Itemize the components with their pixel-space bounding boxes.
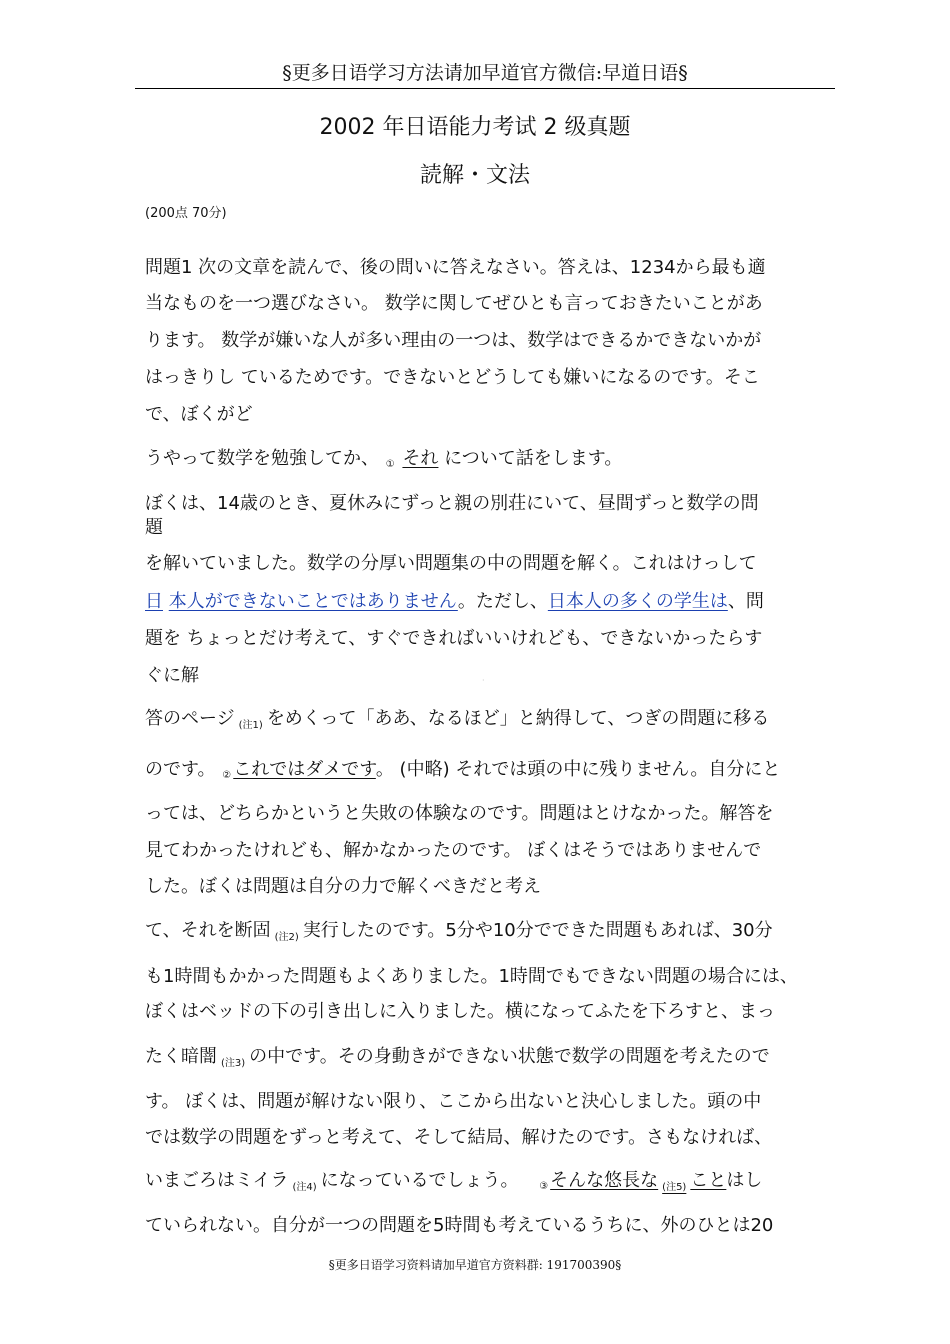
text-segment: たく暗闇 xyxy=(145,1046,217,1067)
text-line: ぼくは、14歳のとき、夏休みにずっと親の別荘にいて、昼間ずっと数学の問 xyxy=(145,493,759,514)
circled-marker: ③ xyxy=(539,1181,549,1192)
text-line: っては、どちらかというと失敗の体験なのです。問題はとけなかった。解答を xyxy=(145,803,774,824)
text-segment: 。ただし、 xyxy=(457,591,548,612)
text-line: はっきりし ているためです。できないとどうしても嫌いになるのです。そこ xyxy=(145,367,760,388)
text-line: ぼくはベッドの下の引き出しに入りました。横になってふたを下ろすと、まっ xyxy=(145,1001,775,1022)
text-segment: うやって数学を勉強してか、 xyxy=(145,448,379,469)
underlined-phrase: これではダメです xyxy=(233,759,376,780)
note-marker: (注2) xyxy=(274,932,299,943)
text-line: も1時間もかかった問題もよくありました。1時間でもできない問題の場合には、 xyxy=(145,966,798,987)
underlined-phrase: 本人ができないことではありません xyxy=(168,591,458,612)
text-line: を解いていました。数学の分厚い問題集の中の問題を解く。これはけっして xyxy=(145,553,757,574)
underlined-phrase: そんな悠長な xyxy=(550,1170,659,1191)
text-segment: はし xyxy=(726,1170,763,1191)
text-line: ります。 数学が嫌いな人が多い理由の一つは、数学はできるかできないかが xyxy=(145,330,762,351)
text-line xyxy=(145,590,764,614)
note-marker: (注5) xyxy=(662,1182,687,1193)
text-line xyxy=(145,447,622,477)
text-line xyxy=(145,758,780,788)
underlined-phrase: こと xyxy=(690,1170,727,1191)
text-line: 見てわかったけれども、解かなかったのです。 ぼくはそうではありませんで xyxy=(145,840,762,861)
score-time: (200点 70分) xyxy=(145,206,227,221)
text-segment: いまごろはミイラ xyxy=(145,1170,289,1191)
text-line: 題を ちょっとだけ考えて、すぐできればいいけれども、できないかったらす xyxy=(145,628,763,649)
underlined-phrase: 日 xyxy=(145,591,163,612)
page-footer: §更多日语学习资料请加早道官方资料群: 191700390§ xyxy=(328,1258,622,1272)
text-line: 当なものを一つ選びなさい。 数学に関してぜひとも言っておきたいことがあ xyxy=(145,293,763,314)
text-segment: のです。 xyxy=(145,759,216,780)
text-line: では数学の問題をずっと考えて、そして結局、解けたのです。さもなければ、 xyxy=(145,1127,773,1148)
stray-dot: · xyxy=(482,676,485,685)
text-segment: をめくって「ああ、なるほど」と納得して、つぎの問題に移る xyxy=(266,708,770,729)
text-line: した。ぼくは問題は自分の力で解くべきだと考え xyxy=(145,876,541,897)
exam-title: 2002 年日语能力考试 2 级真题 xyxy=(319,115,631,140)
text-segment: 実行したのです。5分や10分でできた問題もあれば、30分 xyxy=(302,920,773,941)
text-segment: について話をします。 xyxy=(444,448,623,469)
note-marker: (注4) xyxy=(292,1182,317,1193)
text-line: で、ぼくがど xyxy=(145,404,253,425)
text-line: 題 xyxy=(145,517,163,538)
note-marker: (注1) xyxy=(238,720,263,731)
text-segment: 。 (中略) それでは頭の中に残りません。自分にと xyxy=(375,759,781,780)
text-line: す。 ぼくは、問題が解けない限り、ここから出ないと決心しました。頭の中 xyxy=(145,1091,762,1112)
section-title: 読解・文法 xyxy=(419,163,530,188)
note-marker: (注3) xyxy=(221,1058,246,1069)
text-segment: 答のページ xyxy=(145,708,235,729)
text-segment: て、それを断固 xyxy=(145,920,271,941)
page-header: §更多日语学习方法请加早道官方微信:早道日语§ xyxy=(135,58,835,89)
text-line xyxy=(145,1045,770,1076)
underlined-phrase: 日本人の多くの学生は xyxy=(547,591,728,612)
text-segment: の中です。その身動きができない状態で数学の問題を考えたので xyxy=(249,1046,770,1067)
text-line xyxy=(145,919,773,950)
text-line: ていられない。自分が一つの問題を5時間も考えているうちに、外のひとは20 xyxy=(145,1215,774,1236)
underlined-phrase: それ xyxy=(402,448,439,469)
text-line xyxy=(145,1169,762,1200)
circled-marker: ② xyxy=(222,770,232,781)
text-segment: になっているでしょう。 xyxy=(320,1170,519,1191)
text-line: ぐに解 xyxy=(145,665,199,686)
text-segment: 、問 xyxy=(727,591,764,612)
text-line xyxy=(145,707,769,738)
circled-marker: ① xyxy=(385,459,395,470)
text-line: 問題1 次の文章を読んで、後の問いに答えなさい。答えは、1234から最も適 xyxy=(145,257,766,278)
